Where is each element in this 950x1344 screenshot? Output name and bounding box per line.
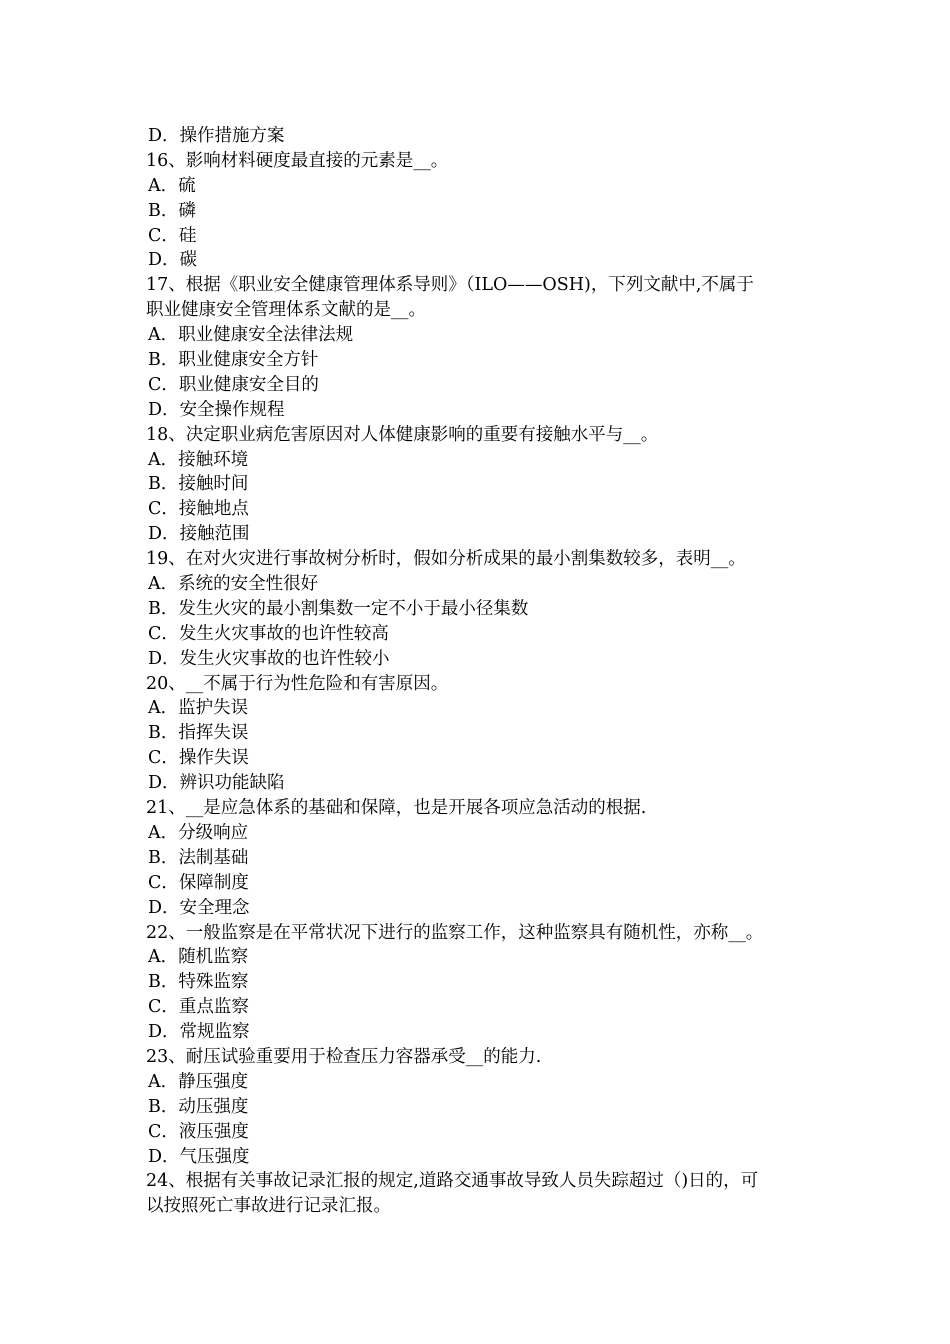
answer-option-line: C．硅 (148, 225, 197, 246)
answer-option-line: B．发生火灾的最小割集数一定不小于最小径集数 (148, 598, 529, 619)
answer-option-line: D．辨识功能缺陷 (148, 773, 285, 794)
answer-option-line: A．静压强度 (148, 1071, 249, 1092)
document-body (146, 124, 811, 1219)
question-text-line: 以按照死亡事故进行记录汇报。 (146, 1196, 391, 1217)
answer-option-line: D．安全理念 (148, 897, 250, 918)
answer-option-line: B．法制基础 (148, 847, 249, 868)
question-text-line: 23、耐压试验重要用于检查压力容器承受__的能力. (146, 1046, 542, 1067)
answer-option-line: D．发生火灾事故的也许性较小 (148, 648, 390, 669)
answer-option-line: A．随机监察 (148, 947, 249, 968)
answer-option-line: A．监护失误 (148, 698, 249, 719)
answer-option-line: B．指挥失误 (148, 723, 249, 744)
answer-option-line: C．重点监察 (148, 997, 249, 1018)
answer-option-line: A．职业健康安全法律法规 (148, 325, 354, 346)
answer-option-line: A．硫 (148, 175, 196, 196)
answer-option-line: D．接触范围 (148, 524, 250, 545)
answer-option-line: C．操作失误 (148, 748, 249, 769)
question-text-line: 20、__不属于行为性危险和有害原因。 (146, 673, 449, 694)
answer-option-line: C．接触地点 (148, 499, 249, 520)
answer-option-line: C．发生火灾事故的也许性较高 (148, 623, 389, 644)
question-text-line: 21、__是应急体系的基础和保障，也是开展各项应急活动的根据. (146, 798, 647, 819)
answer-option-line: D．碳 (148, 250, 198, 271)
question-text-line: 19、在对火灾进行事故树分析时，假如分析成果的最小割集数较多，表明__。 (146, 549, 746, 570)
answer-option-line: C．保障制度 (148, 872, 249, 893)
answer-option-line: A．系统的安全性很好 (148, 574, 319, 595)
question-text-line: 22、一般监察是在平常状况下进行的监察工作，这种监察具有随机性，亦称__。 (146, 922, 764, 943)
answer-option-line: B．特殊监察 (148, 972, 249, 993)
question-text-line: 16、影响材料硬度最直接的元素是__。 (146, 150, 449, 171)
answer-option-line: D．操作措施方案 (148, 126, 285, 146)
answer-option-line: B．磷 (148, 200, 196, 221)
answer-option-line: D．气压强度 (148, 1146, 250, 1167)
answer-option-line: D．安全操作规程 (148, 399, 285, 420)
answer-option-line: A．分级响应 (148, 822, 249, 843)
question-text-line: 24、根据有关事故记录汇报的规定,道路交通事故导致人员失踪超过（)日的，可 (146, 1171, 759, 1192)
answer-option-line: B．动压强度 (148, 1096, 249, 1117)
answer-option-line: B．职业健康安全方针 (148, 350, 319, 371)
answer-option-line: A．接触环境 (148, 449, 249, 470)
answer-option-line: C．职业健康安全目的 (148, 374, 319, 395)
question-text-line: 17、根据《职业安全健康管理体系导则》（ILO——OSH)，下列文献中,不属于 (146, 275, 754, 296)
question-text-line: 18、决定职业病危害原因对人体健康影响的重要有接触水平与__。 (146, 424, 659, 445)
answer-option-line: B．接触时间 (148, 474, 249, 495)
answer-option-line: C．液压强度 (148, 1121, 249, 1142)
answer-option-line: D．常规监察 (148, 1022, 250, 1043)
question-text-line: 职业健康安全管理体系文献的是__。 (146, 300, 426, 321)
